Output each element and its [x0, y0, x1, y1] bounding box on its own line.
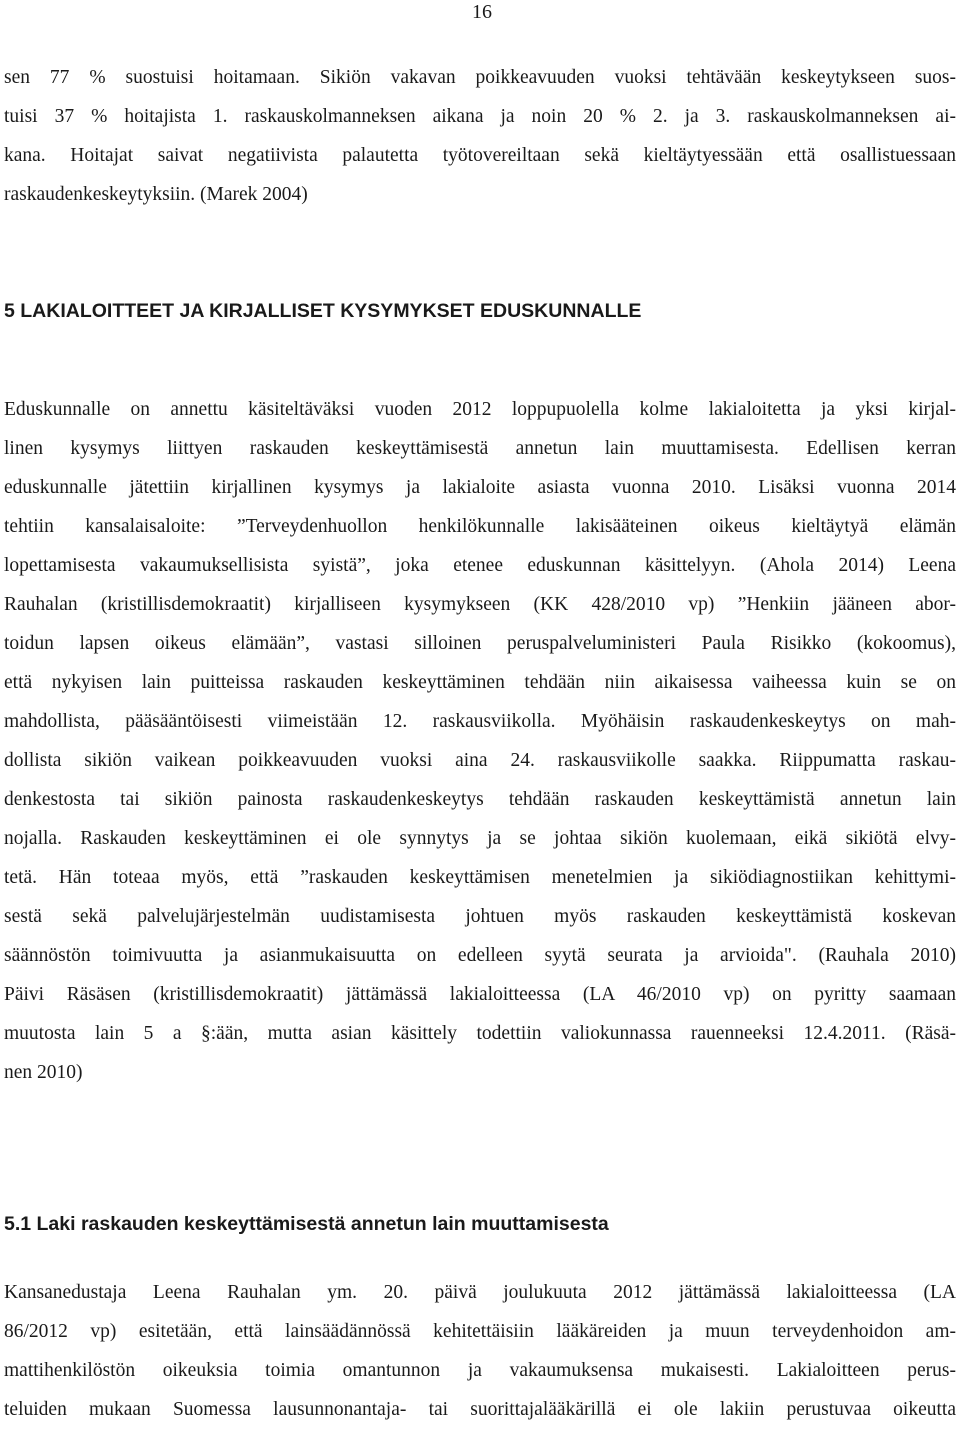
text-line: tehtiin kansalaisaloite: ”Terveydenhuollon henkilökunnalle lakisääteinen oikeus kieltäytyä elämän: [4, 516, 956, 537]
text-line: teluiden mukaan Suomessa lausunnonantaja- tai suorittajalääkärillä ei ole lakiin perustuvaa oikeutta: [4, 1399, 956, 1420]
text-line: mahdollista, pääsääntöisesti viimeistään 12. raskausviikolla. Myöhäisin raskaudenkeskeytys on mah-: [4, 711, 956, 732]
text-line: 86/2012 vp) esitetään, että lainsäädännössä kehitettäisiin lääkäreiden ja muun terveydenhoidon am-: [4, 1321, 956, 1342]
text-line: Eduskunnalle on annettu käsiteltäväksi vuoden 2012 loppupuolella kolme lakialoitetta ja yksi kirjal-: [4, 399, 956, 420]
text-line: tuisi 37 % hoitajista 1. raskauskolmanneksen aikana ja noin 20 % 2. ja 3. raskauskolmanneksen ai-: [4, 106, 956, 127]
text-line: dollista sikiön vaikean poikkeavuuden vuoksi aina 24. raskausviikolle saakka. Riippumatta raskau-: [4, 750, 956, 771]
text-line: nen 2010): [4, 1062, 83, 1083]
text-line: tetä. Hän toteaa myös, että ”raskauden keskeyttämisen menetelmien ja sikiödiagnostiikan kehittymi-: [4, 867, 956, 888]
text-line: eduskunnalle jätettiin kirjallinen kysymys ja lakialoite asiasta vuonna 2010. Lisäksi vuonna 2014: [4, 477, 956, 498]
text-line: toidun lapsen oikeus elämään”, vastasi silloinen peruspalveluministeri Paula Risikko (kokoomus),: [4, 633, 956, 654]
subsection-heading: 5.1 Laki raskauden keskeyttämisestä annetun lain muuttamisesta: [4, 1213, 609, 1235]
text-line: denkestosta tai sikiön painosta raskaudenkeskeytys tehdään raskauden keskeyttämistä annetun lain: [4, 789, 956, 810]
page-number: 16: [472, 1, 492, 23]
text-line: raskaudenkeskeytyksiin. (Marek 2004): [4, 184, 308, 205]
text-line: säännöstön toimivuutta ja asianmukaisuutta on edelleen syytä seurata ja arvioida". (Rauhala 2010): [4, 945, 956, 966]
text-line: nojalla. Raskauden keskeyttäminen ei ole synnytys ja se johtaa sikiön kuolemaan, eikä sikiötä elvy-: [4, 828, 956, 849]
text-line: mattihenkilöstön oikeuksia toimia omantunnon ja vakaumuksensa mukaisesti. Lakialoitteen perus-: [4, 1360, 956, 1381]
text-line: sestä sekä palvelujärjestelmän uudistamisesta johtuen myös raskauden keskeyttämistä koskevan: [4, 906, 956, 927]
text-line: Kansanedustaja Leena Rauhalan ym. 20. päivä joulukuuta 2012 jättämässä lakialoitteessa (LA: [4, 1282, 956, 1303]
text-line: lopettamisesta vakaumuksellisista syistä”, joka etenee eduskunnan käsittelyyn. (Ahola 2014) Leena: [4, 555, 956, 576]
text-line: kana. Hoitajat saivat negatiivista palautetta työtovereiltaan sekä kieltäytyessään että osallistuessaan: [4, 145, 956, 166]
text-line: että nykyisen lain puitteissa raskauden keskeyttäminen tehdään niin aikaisessa vaiheessa kuin se on: [4, 672, 956, 693]
text-line: muutosta lain 5 a §:ään, mutta asian käsittely todettiin valiokunnassa rauenneeksi 12.4.2011. (Räsä-: [4, 1023, 956, 1044]
text-line: Rauhalan (kristillisdemokraatit) kirjalliseen kysymykseen (KK 428/2010 vp) ”Henkiin jääneen abor-: [4, 594, 956, 615]
text-line: sen 77 % suostuisi hoitamaan. Sikiön vakavan poikkeavuuden vuoksi tehtävään keskeytykseen suos-: [4, 67, 956, 88]
section-heading: 5 LAKIALOITTEET JA KIRJALLISET KYSYMYKSET EDUSKUNNALLE: [4, 300, 642, 322]
text-line: linen kysymys liittyen raskauden keskeyttämisestä annetun lain muuttamisesta. Edellisen kerran: [4, 438, 956, 459]
text-line: Päivi Räsäsen (kristillisdemokraatit) jättämässä lakialoitteessa (LA 46/2010 vp) on pyritty saamaan: [4, 984, 956, 1005]
